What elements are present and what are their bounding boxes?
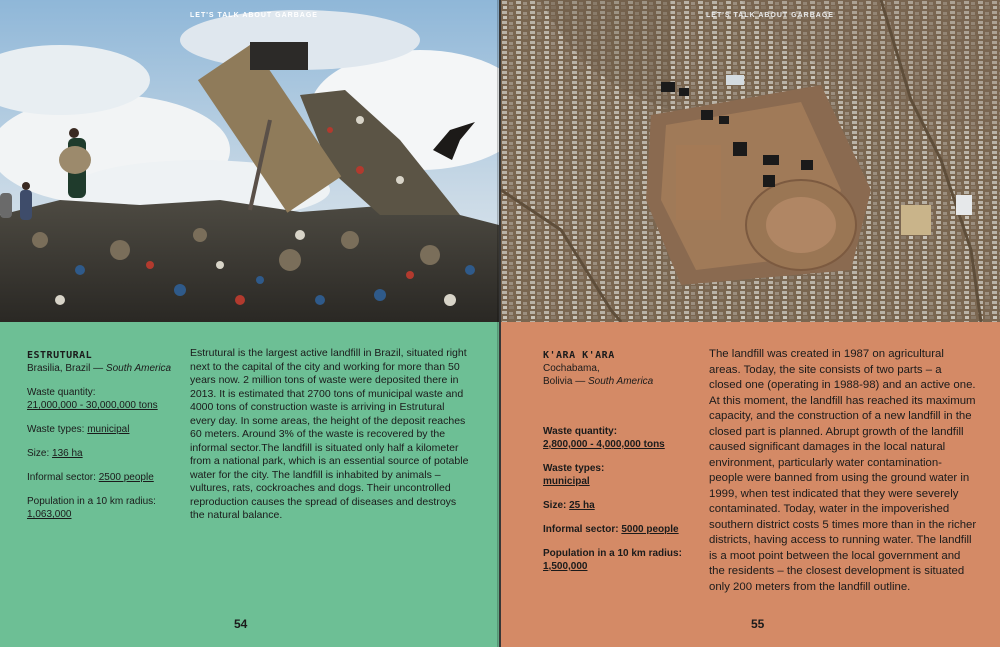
fact-population [543, 547, 698, 573]
fact-label: Waste quantity: [27, 387, 96, 398]
fact-label: Size: [27, 448, 53, 459]
fact-waste-types [27, 423, 177, 436]
region: South America [105, 363, 172, 374]
satellite-photo [501, 0, 1000, 322]
running-head: LET'S TALK ABOUT GARBAGE [190, 12, 318, 19]
landfill-name: ESTRUTURAL [27, 350, 93, 361]
landfill-location: Bolivia — South America [543, 376, 654, 387]
fact-value: 2500 people [98, 472, 154, 483]
landfill-facts [543, 349, 698, 573]
fact-waste-types [543, 462, 698, 488]
fact-label: Population in a 10 km radius: [543, 548, 682, 559]
running-head: LET'S TALK ABOUT GARBAGE [706, 12, 834, 19]
fact-value: 25 ha [569, 500, 595, 511]
fact-label: Population in a 10 km radius: [27, 496, 156, 507]
fact-population [27, 495, 177, 521]
fact-value: municipal [543, 476, 590, 487]
body-text: The landfill was created in 1987 on agricultural areas. Today, the site consists of two parts – a closed one (operating in 1988-98) and an active one. At this moment, the landfill has reached its maximum capacity, and the construction of a new landfill in the closed part is planned. Abrupt growth of the landfill caused significant damages in the local natural environment, particularly water contamination- people were banned from using the ground water in 1999, when test indicated that they were severely contaminated. Today, water in the impoverished southern district costs 5 times more than in the richer districts, having access to running water. The landfill is a moot point between the local government and the residents – the closest development is situated only 200 meters from the landfill outline. [709, 348, 977, 593]
left-page [0, 0, 499, 647]
page-number: 55 [751, 617, 765, 631]
fact-waste-quantity [27, 386, 177, 412]
landfill-location-city: Cochabama, [543, 363, 600, 374]
fact-value: 21,000,000 - 30,000,000 tons [27, 400, 158, 411]
fact-label: Waste types: [543, 463, 605, 474]
fact-informal-sector [543, 523, 698, 536]
spacer [543, 388, 698, 414]
right-page [501, 0, 1000, 647]
fact-label: Waste quantity: [543, 426, 618, 437]
landfill-name: K'ARA K'ARA [543, 350, 615, 361]
fact-informal-sector [27, 471, 177, 484]
fact-size [27, 447, 177, 460]
landfill-location: Brasilia, Brazil — South America [27, 363, 172, 374]
page-number: 54 [234, 617, 248, 631]
fact-value: 1,063,000 [27, 509, 72, 520]
landfill-photo [0, 0, 499, 322]
landfill-facts [27, 349, 177, 521]
fact-value: municipal [87, 424, 130, 435]
fact-label: Informal sector: [27, 472, 99, 483]
fact-size [543, 499, 698, 512]
fact-label: Informal sector: [543, 524, 622, 535]
body-text: Estrutural is the largest active landfill in Brazil, situated right next to the capital of the city and working for more than 50 years now. 2 million tons of waste were deposited there in 2013. It is estimated that 2700 tons of municipal waste and 4000 tons of construction waste is arriving in Estrutural every day. In some areas, the height of the deposit reaches 60 meters. Around 3% of the waste is recovered by the informal sector.The landfill is situated only half a kilometer from a national park, which is an essential source of potable water for the city. The landfill is inhabited by animals – vultures, rats, cockroaches and dogs. Their uncontrolled reproduction causes the spread of diseases and destroys the natural balance. [190, 347, 469, 521]
fact-value: 136 ha [52, 448, 83, 459]
region: South America [588, 376, 654, 387]
fact-value: 2,800,000 - 4,000,000 tons [543, 439, 665, 450]
fact-value: 1,500,000 [543, 561, 588, 572]
fact-label: Size: [543, 500, 570, 511]
fact-waste-quantity [543, 425, 698, 451]
fact-value: 5000 people [621, 524, 679, 535]
fact-label: Waste types: [27, 424, 88, 435]
